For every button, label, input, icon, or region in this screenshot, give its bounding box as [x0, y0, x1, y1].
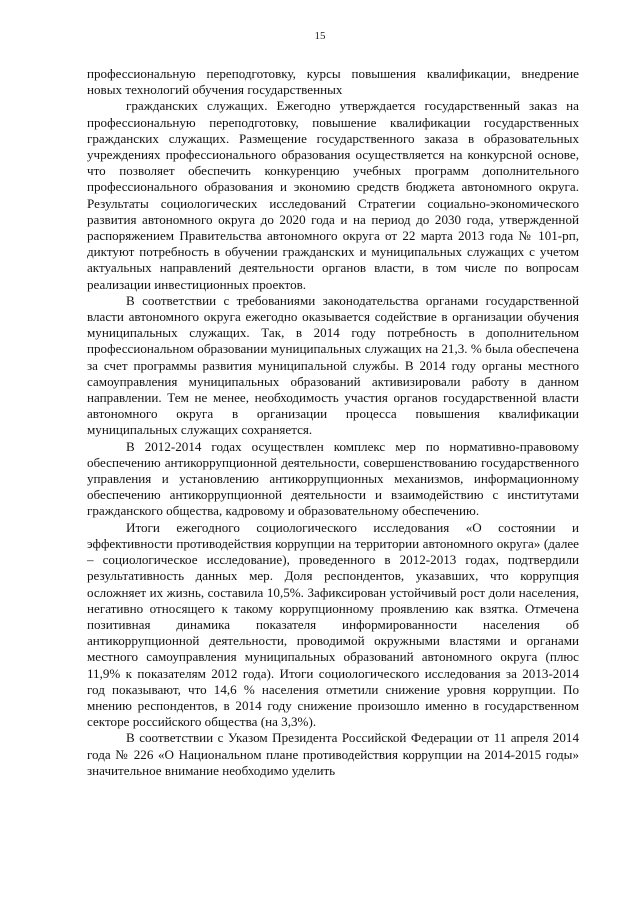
paragraph: Итоги ежегодного социологического исследования «О состоянии и эффективности противодействия коррупции на территории автономного округа» (далее – социологическое исследование), проведенного в 2012-2013 годах, подтвердили результативность данных мер. Доля респондентов, указавших, что коррупция осложняет их жизнь, составила 10,5%. Зафиксирован устойчивый рост доли населения, негативно относящего к такому коррупционному проявлению как взятка. Отмечена позитивная динамика показателя информированности населения об антикоррупционной деятельности, проводимой окружными властями и органами местного самоуправления муниципальных образований автономного округа (плюс 11,9% к показателям 2012 года). Итоги социологического исследования за 2013-2014 год показывают, что 14,6 % населения отметили снижение уровня коррупции. По мнению респондентов, в 2014 году снижение произошло именно в государственном секторе российского общества (на 3,3%). [87, 519, 579, 730]
body-text [87, 66, 579, 779]
page-number: 15 [314, 30, 326, 42]
paragraph: профессиональную переподготовку, курсы повышения квалификации, внедрение новых технологий обучения государственных [87, 66, 579, 98]
paragraph: В соответствии с Указом Президента Российской Федерации от 11 апреля 2014 года № 226 «О Национальном плане противодействия коррупции на 2014-2015 годы» значительное внимание необходимо уделить [87, 730, 579, 778]
paragraph: В 2012-2014 годах осуществлен комплекс мер по нормативно-правовому обеспечению антикоррупционной деятельности, совершенствованию государственного управления и установлению антикоррупционных механизмов, информационному обеспечению антикоррупционной деятельности и взаимодействию с институтами гражданского общества, кадровому и образовательному обеспечению. [87, 438, 579, 519]
paragraph: В соответствии с требованиями законодательства органами государственной власти автономного округа ежегодно оказывается содействие в организации обучения муниципальных служащих. Так, в 2014 году потребность в дополнительном профессиональном образовании муниципальных служащих на 21,3. % была обеспечена за счет программы развития муниципальной службы. В 2014 году органы местного самоуправления муниципальных образований активизировали работу в данном направлении. Тем не менее, необходимость участия органов государственной власти автономного округа в организации процесса повышения квалификации муниципальных служащих сохраняется. [87, 292, 579, 438]
paragraph: гражданских служащих. Ежегодно утверждается государственный заказ на профессиональную переподготовку, повышение квалификации государственных гражданских служащих. Размещение государственного заказа в образовательных учреждениях профессионального образования осуществляется на конкурсной основе, что позволяет обеспечить конкуренцию учебных программ дополнительного профессионального образования и экономию средств бюджета автономного округа. Результаты социологических исследований Стратегии социально-экономического развития автономного округа до 2020 года и на период до 2030 года, утвержденной распоряжением Правительства автономного округа от 22 марта 2013 года № 101-рп, диктуют потребность в обучении гражданских и муниципальных служащих с учетом актуальных направлений деятельности органов власти, в том числе по вопросам реализации инвестиционных проектов. [87, 98, 579, 292]
